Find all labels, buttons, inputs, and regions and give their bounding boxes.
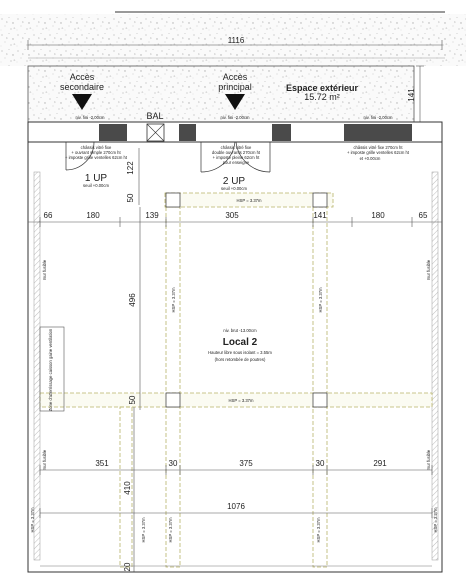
- facade-block-3: [272, 124, 291, 141]
- svg-text:410: 410: [123, 481, 132, 495]
- dimension-left-top: [126, 148, 139, 205]
- mur-fusible-right-bottom: mur fusible: [426, 449, 431, 471]
- bal-label: BAL: [146, 111, 164, 121]
- svg-text:1076: 1076: [227, 502, 245, 511]
- right-wall-hatch: [432, 172, 438, 560]
- beam-vert-left: [166, 207, 180, 393]
- beam-vert-bottom-3: [313, 407, 327, 567]
- beam-vert-edge-left: [30, 507, 35, 532]
- svg-text:66: 66: [43, 211, 53, 220]
- acces-secondaire-label-2: secondaire: [59, 82, 105, 92]
- svg-text:139: 139: [145, 211, 159, 220]
- hauteur-label-1: Hauteur libre sous isolant = 3.55m: [208, 350, 272, 355]
- hauteur-label-2: (hors retombée de poutres): [214, 357, 266, 362]
- facade-block-1: [99, 124, 127, 141]
- dim-ext-depth: 141: [407, 88, 416, 102]
- left-wall-hatch: [34, 172, 40, 560]
- svg-text:+ imposte grille ventelles 62c: + imposte grille ventelles 62cm ht: [346, 150, 410, 155]
- svg-text:Zone d'atterrissage caisson ga: Zone d'atterrissage caisson gaine ventilation: [48, 328, 53, 412]
- svg-text:180: 180: [86, 211, 100, 220]
- svg-text:496: 496: [128, 293, 137, 307]
- dim-total-top: 1116: [227, 36, 245, 45]
- svg-text:et +0.00cm: et +0.00cm: [359, 156, 381, 161]
- svg-text:HSP = 3.37m: HSP = 3.37m: [433, 507, 438, 533]
- niv-fini-right: niv. fini -2.00cm: [363, 115, 393, 120]
- niv-fini-center: niv. fini -2.00cm: [220, 115, 250, 120]
- dimension-row-1: [28, 211, 442, 227]
- svg-text:180: 180: [371, 211, 385, 220]
- chassis-left-text: [65, 145, 128, 160]
- up2-label: 2 UP: [222, 176, 246, 187]
- mur-fusible-right: mur fusible: [426, 259, 431, 281]
- beam-top: [165, 193, 333, 207]
- svg-text:pour enseigne: pour enseigne: [222, 160, 250, 165]
- svg-text:châssis vitré fixe: châssis vitré fixe: [220, 145, 252, 150]
- svg-text:291: 291: [373, 459, 387, 468]
- dimension-row-2: [40, 459, 432, 475]
- seuil-center: seuil +0.00cm: [221, 186, 247, 191]
- hsp-top-label: HSP = 3.37m: [236, 198, 262, 203]
- beam-mid: [40, 393, 432, 407]
- pillars: [166, 193, 327, 407]
- svg-text:HSP = 3.37m: HSP = 3.37m: [168, 517, 173, 543]
- svg-text:141: 141: [313, 211, 327, 220]
- beam-vert-right: [313, 207, 327, 393]
- svg-text:HSP = 3.37m: HSP = 3.37m: [318, 287, 323, 313]
- svg-text:+ imposte pleine 62cm ht: + imposte pleine 62cm ht: [212, 155, 260, 160]
- svg-text:65: 65: [418, 211, 428, 220]
- acces-principal-label-2: principal: [218, 82, 252, 92]
- svg-text:HSP = 3.37m: HSP = 3.37m: [141, 517, 146, 543]
- niv-fini-left: niv. fini -2.00cm: [75, 115, 105, 120]
- up1-label: 1 UP: [84, 173, 108, 184]
- svg-text:châssis vitré fixe 270cm ht: châssis vitré fixe 270cm ht: [353, 145, 403, 150]
- local-title: Local 2: [222, 337, 258, 348]
- beam-vert-bottom-2: [166, 407, 180, 567]
- facade-block-2: [179, 124, 196, 141]
- espace-exterieur-area: 15.72 m²: [304, 92, 340, 102]
- chassis-center-text: [212, 145, 261, 165]
- svg-text:351: 351: [95, 459, 109, 468]
- svg-text:20: 20: [123, 562, 132, 572]
- chassis-right-text: [347, 145, 410, 161]
- svg-text:50: 50: [126, 193, 135, 203]
- beam-vert-edge-right: [433, 507, 438, 532]
- hsp-mid-label: HSP = 3.37m: [228, 398, 254, 403]
- svg-text:375: 375: [239, 459, 253, 468]
- svg-text:+ imposte grille ventelles 62c: + imposte grille ventelles 62cm ht: [64, 155, 128, 160]
- svg-text:122: 122: [126, 161, 135, 175]
- svg-text:30: 30: [168, 459, 178, 468]
- dimension-vertical-main: [128, 207, 140, 410]
- svg-text:HSP = 3.37m: HSP = 3.37m: [316, 517, 321, 543]
- svg-text:+ ouvrant simple 270cm ht: + ouvrant simple 270cm ht: [71, 150, 121, 155]
- seuil-left: seuil +0.00cm: [83, 183, 109, 188]
- niv-brut-label: niv. brut -13.00cm: [223, 328, 257, 333]
- mur-fusible-left: mur fusible: [42, 259, 47, 281]
- facade-block-4: [344, 124, 412, 141]
- svg-text:30: 30: [315, 459, 325, 468]
- svg-text:HSP = 3.37m: HSP = 3.37m: [30, 507, 35, 533]
- espace-exterieur-label: Espace extérieur: [285, 83, 359, 93]
- svg-text:châssis vitré fixe: châssis vitré fixe: [80, 145, 112, 150]
- mur-fusible-left-bottom: mur fusible: [42, 449, 47, 471]
- acces-principal-label: Accès: [222, 72, 248, 82]
- svg-text:double ouvrants 270cm ht: double ouvrants 270cm ht: [211, 150, 261, 155]
- svg-text:50: 50: [128, 395, 137, 405]
- acces-secondaire-label: Accès: [69, 72, 95, 82]
- svg-text:HSP = 3.37m: HSP = 3.37m: [171, 287, 176, 313]
- bal-box: [146, 111, 164, 141]
- svg-text:305: 305: [225, 211, 239, 220]
- dimension-total-bottom: [40, 502, 432, 518]
